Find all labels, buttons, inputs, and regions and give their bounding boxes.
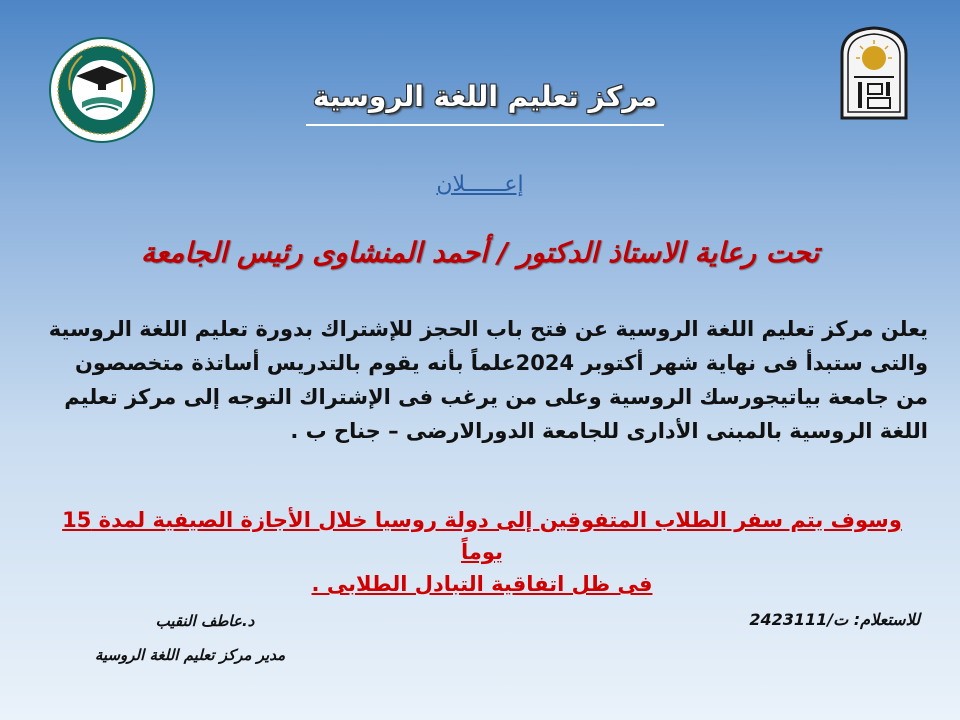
patronage-heading: تحت رعاية الاستاذ الدكتور / أحمد المنشاوى رئيس الجامعة: [140, 236, 820, 269]
signature-title: مدير مركز تعليم اللغة الروسية: [94, 646, 286, 664]
assiut-university-logo-icon: [838, 24, 910, 122]
exchange-line: فى ظل اتفاقية التبادل الطلابى .: [311, 572, 653, 596]
body-line: يعلن مركز تعليم اللغة الروسية عن فتح باب الحجز للإشتراك بدورة تعليم اللغة الروسية: [48, 317, 928, 341]
contact-info: للاستعلام: ت/2423111: [749, 610, 920, 629]
announcement-body: [44, 312, 928, 448]
exchange-notice: [44, 504, 920, 600]
body-line: والتى ستبدأ فى نهاية شهر أكتوبر 2024علماً بأنه يقوم بالتدريس أساتذة متخصصون: [74, 351, 928, 375]
announcement-label: إعــــــلان: [436, 172, 524, 197]
body-line: اللغة الروسية بالمبنى الأدارى للجامعة الدورالارضى – جناح ب .: [290, 419, 928, 443]
exchange-line: وسوف يتم سفر الطلاب المتفوقين إلى دولة روسيا خلال الأجازة الصيفية لمدة 15 يوماً: [62, 508, 902, 564]
assiut-university-logo: [838, 24, 910, 122]
russian-center-emblem-icon: [48, 36, 156, 144]
page-title: مركز تعليم اللغة الروسية: [312, 80, 658, 113]
body-line: من جامعة بياتيجورسك الروسية وعلى من يرغب فى الإشتراك التوجه إلى مركز تعليم: [64, 385, 928, 409]
russian-center-logo: [48, 36, 156, 144]
signature-name: د.عاطف النقيب: [155, 612, 255, 630]
title-underline-divider: [306, 124, 664, 126]
